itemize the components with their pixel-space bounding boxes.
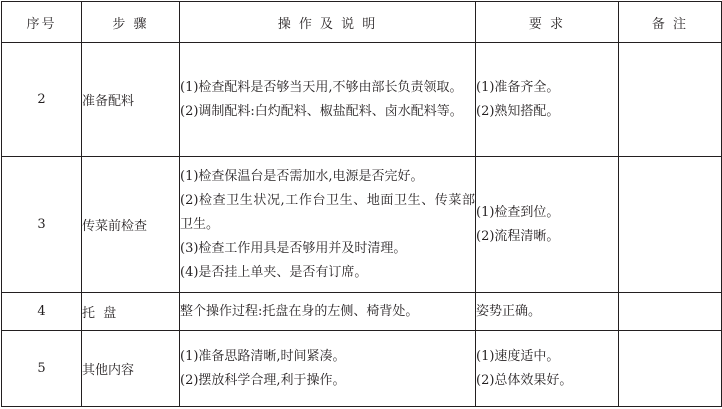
operation-line: (1)准备思路清晰,时间紧凑。 — [180, 348, 346, 364]
operation-line: (1)检查保温台是否需加水,电源是否完好。 — [180, 168, 424, 184]
operation-line: (3)检查工作用具是否够用并及时清理。 — [180, 240, 407, 256]
row-requirement — [476, 43, 619, 157]
row-number: 4 — [2, 293, 82, 331]
table-row — [2, 43, 722, 157]
row-operation — [180, 293, 476, 331]
operation-line: (1)检查配料是否够当天用,不够由部长负责领取。 — [180, 79, 463, 95]
table-header-row — [2, 2, 722, 43]
row-note — [619, 157, 722, 293]
table-row — [2, 331, 722, 407]
operation-line: (2)摆放科学合理,利于操作。 — [180, 372, 346, 388]
header-number: 序号 — [2, 2, 82, 43]
header-requirement: 要 求 — [476, 2, 619, 43]
operation-line: (2)检查卫生状况,工作台卫生、地面卫生、传菜部卫生。 — [180, 192, 475, 232]
requirement-line: 姿势正确。 — [476, 303, 542, 319]
operation-line: (2)调制配料:白灼配料、椒盐配料、卤水配料等。 — [180, 103, 463, 119]
table-row — [2, 157, 722, 293]
requirement-line: (1)准备齐全。 — [476, 79, 560, 95]
row-step: 托 盘 — [82, 293, 180, 331]
row-step: 准备配料 — [82, 43, 180, 157]
row-operation — [180, 43, 476, 157]
row-step: 其他内容 — [82, 331, 180, 407]
row-note — [619, 293, 722, 331]
procedure-table — [1, 1, 722, 407]
row-step: 传菜前检查 — [82, 157, 180, 293]
requirement-line: (1)速度适中。 — [476, 348, 560, 364]
header-operation: 操 作 及 说 明 — [180, 2, 476, 43]
header-step: 步 骤 — [82, 2, 180, 43]
row-number: 3 — [2, 157, 82, 293]
requirement-line: (1)检查到位。 — [476, 204, 560, 220]
row-note — [619, 331, 722, 407]
row-requirement — [476, 293, 619, 331]
header-note: 备 注 — [619, 2, 722, 43]
row-operation — [180, 157, 476, 293]
row-operation — [180, 331, 476, 407]
row-number: 5 — [2, 331, 82, 407]
row-requirement — [476, 331, 619, 407]
row-requirement — [476, 157, 619, 293]
table-row — [2, 293, 722, 331]
operation-line: (4)是否挂上单夹、是否有订席。 — [180, 264, 368, 280]
operation-line: 整个操作过程:托盘在身的左侧、椅背处。 — [180, 303, 419, 319]
row-number: 2 — [2, 43, 82, 157]
requirement-line: (2)总体效果好。 — [476, 372, 573, 388]
requirement-line: (2)熟知搭配。 — [476, 103, 560, 119]
row-note — [619, 43, 722, 157]
requirement-line: (2)流程清晰。 — [476, 228, 560, 244]
